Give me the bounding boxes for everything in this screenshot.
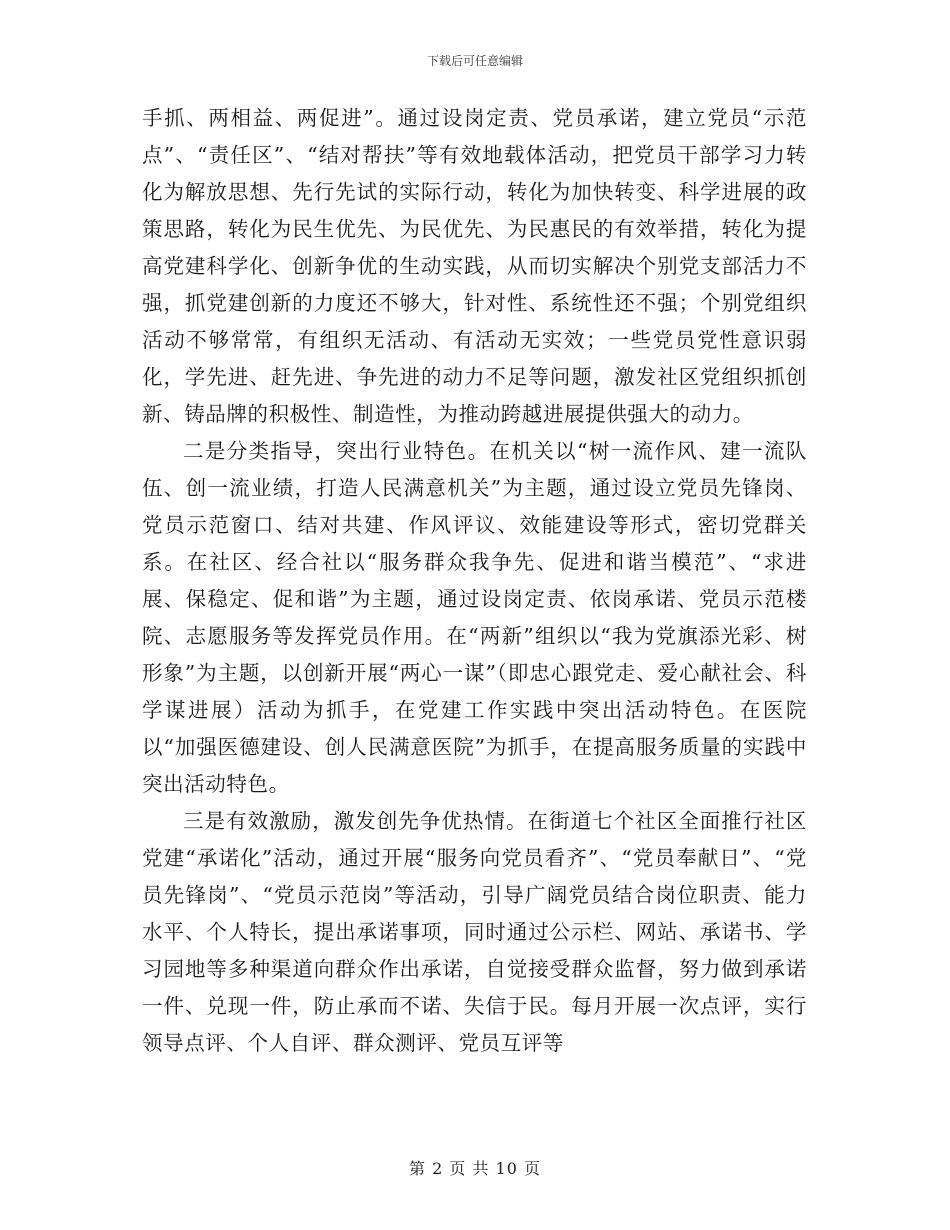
page-header: 下载后可任意编辑 (426, 54, 523, 68)
paragraph-continuation: 手抓、两相益、两促进”。通过设岗定责、党员承诺，建立党员“示范点”、“责任区”、“结对帮扶”等有效地载体活动，把党员干部学习力转化为解放思想、先行先试的实际行动，转化为加快转变、科学进展的政策思路，转化为民生优先、为民优先、为民惠民的有效举措，转化为提高党建科学化、创新争优的生动实践，从而切实解决个别党支部活力不强，抓党建创新的力度还不够大，针对性、系统性还不强；个别党组织活动不够常常，有组织无活动、有活动无实效；一些党员党性意识弱化，学先进、赶先进、争先进的动力不足等问题，激发社区党组织抓创新、铸品牌的积极性、制造性，为推动跨越进展提供强大的动力。 (142, 106, 807, 426)
page-number: 第 2 页 共 10 页 (409, 1159, 541, 1178)
paragraph-classified-guidance: 二是分类指导，突出行业特色。在机关以“树一流作风、建一流队伍、创一流业绩，打造人民满意机关”为主题，通过设立党员先锋岗、党员示范窗口、结对共建、作风评议、效能建设等形式，密切党群关系。在社区、经合社以“服务群众我争先、促进和谐当模范”、“求进展、保稳定、促和谐”为主题，通过设岗定责、依岗承诺、党员示范楼院、志愿服务等发挥党员作用。在“两新”组织以“我为党旗添光彩、树形象”为主题，以创新开展“两心一谋”（即忠心跟党走、爱心献社会、科学谋进展）活动为抓手，在党建工作实践中突出活动特色。在医院以“加强医德建设、创人民满意医院”为抓手，在提高服务质量的实践中突出活动特色。 (142, 439, 807, 796)
document-body (142, 100, 807, 1062)
paragraph-effective-incentive: 三是有效激励，激发创先争优热情。在街道七个社区全面推行社区党建“承诺化”活动，通过开展“服务向党员看齐”、“党员奉献日”、“党员先锋岗”、“党员示范岗”等活动，引导广阔党员结合岗位职责、能力水平、个人特长，提出承诺事项，同时通过公示栏、网站、承诺书、学习园地等多种渠道向群众作出承诺，自觉接受群众监督，努力做到承诺一件、兑现一件，防止承而不诺、失信于民。每月开展一次点评，实行领导点评、个人自评、群众测评、党员互评等 (142, 809, 807, 1055)
